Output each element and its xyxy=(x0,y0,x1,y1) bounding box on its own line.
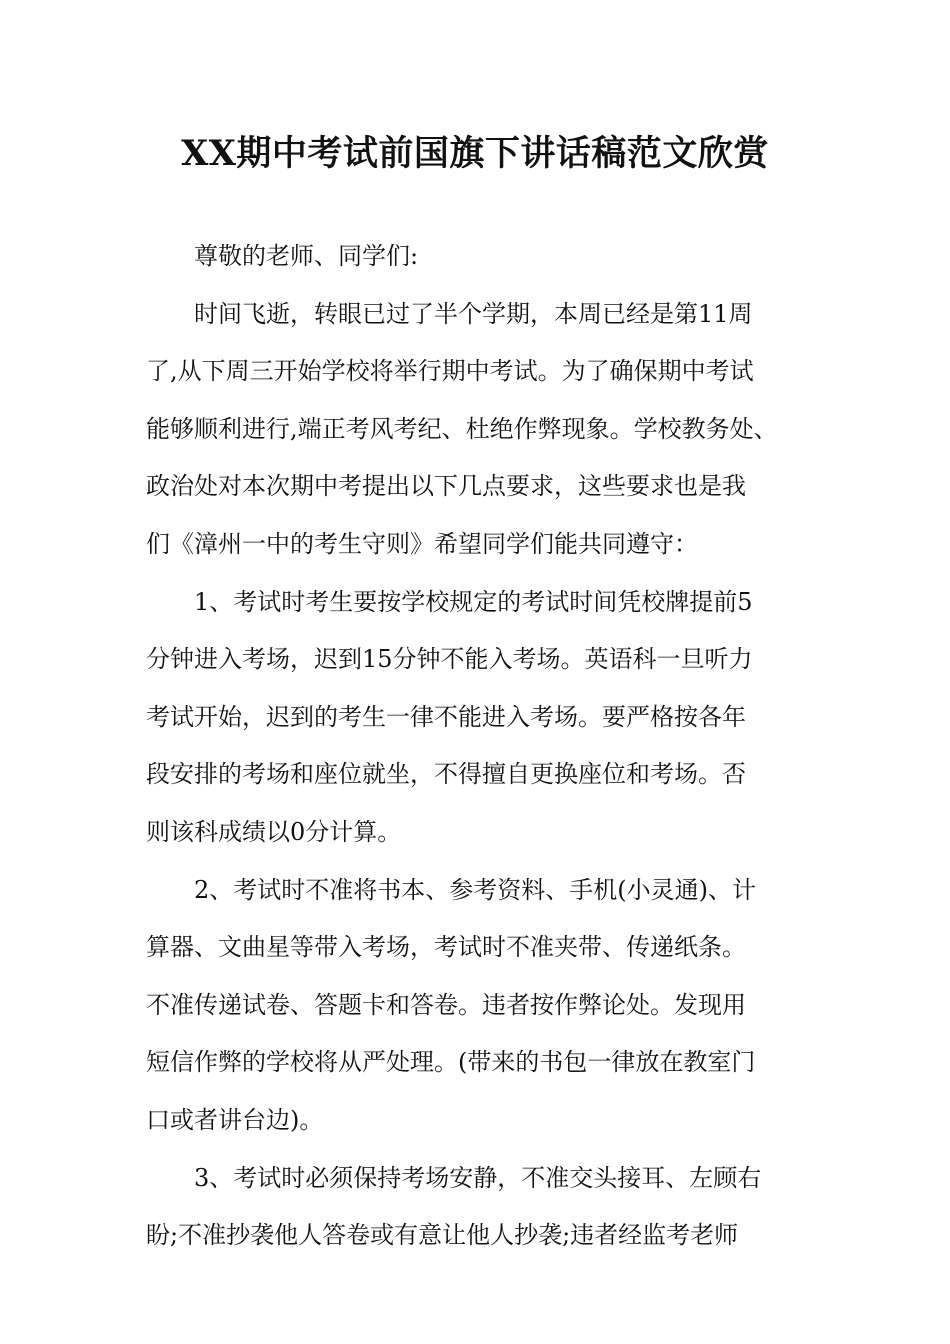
text-line: 段安排的考场和座位就坐，不得擅自更换座位和考场。否 xyxy=(146,760,746,789)
text-line: 盼;不准抄袭他人答卷或有意让他人抄袭;违者经监考老师 xyxy=(146,1221,739,1250)
text-line: 不准传递试卷、答题卡和答卷。违者按作弊论处。发现用 xyxy=(146,990,746,1019)
text-line: 口或者讲台边)。 xyxy=(146,1105,324,1134)
text-line: 们《漳州一中的考生守则》希望同学们能共同遵守： xyxy=(146,529,698,558)
text-line: 了,从下周三开始学校将举行期中考试。为了确保期中考试 xyxy=(146,357,754,386)
text-line: 分钟进入考场，迟到15分钟不能入考场。英语科一旦听力 xyxy=(146,645,753,674)
document-body xyxy=(146,228,812,1265)
document-title: XX期中考试前国旗下讲话稿范文欣赏 xyxy=(181,133,769,174)
text-line: 考试开始，迟到的考生一律不能进入考场。要严格按各年 xyxy=(146,702,746,731)
text-line: 算器、文曲星等带入考场，考试时不准夹带、传递纸条。 xyxy=(146,933,746,962)
text-line: 3、考试时必须保持考场安静，不准交头接耳、左顾右 xyxy=(194,1163,762,1192)
text-line: 则该科成绩以0分计算。 xyxy=(146,817,402,846)
text-line: 2、考试时不准将书本、参考资料、手机(小灵通)、计 xyxy=(194,875,756,904)
text-line: 政治处对本次期中考提出以下几点要求，这些要求也是我 xyxy=(146,472,746,501)
text-line: 时间飞逝，转眼已过了半个学期，本周已经是第11周 xyxy=(194,299,753,328)
text-line: 短信作弊的学校将从严处理。(带来的书包一律放在教室门 xyxy=(146,1048,756,1077)
text-line: 尊敬的老师、同学们: xyxy=(194,242,419,270)
text-line: 能够顺利进行,端正考风考纪、杜绝作弊现象。学校教务处、 xyxy=(146,414,778,443)
text-line: 1、考试时考生要按学校规定的考试时间凭校牌提前5 xyxy=(194,587,753,616)
